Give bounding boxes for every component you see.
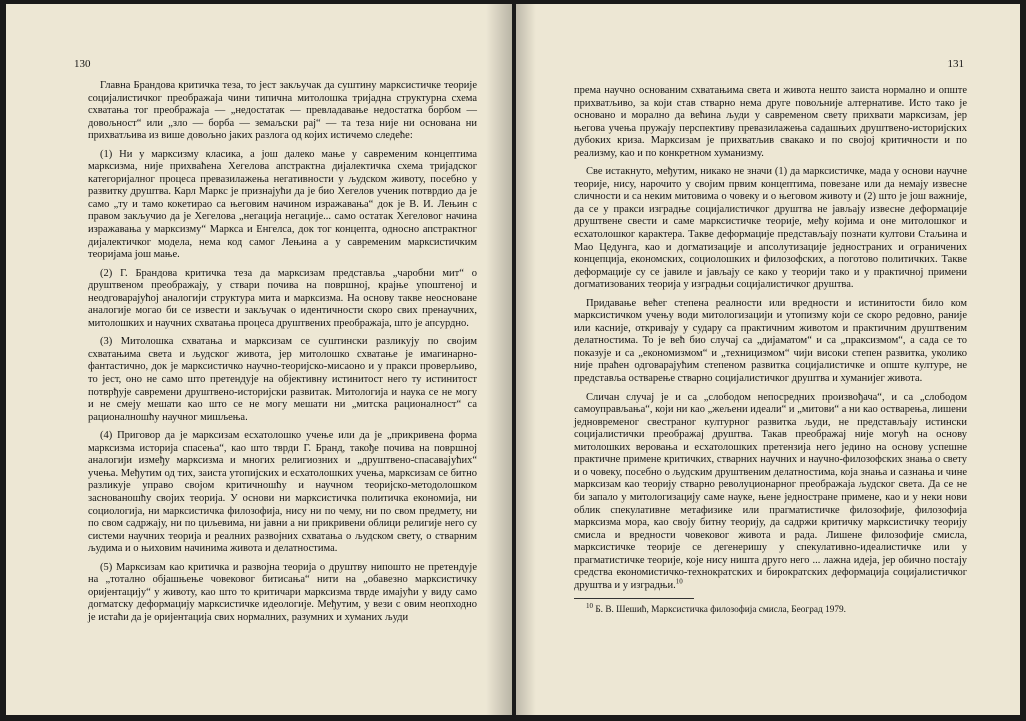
- footnote: [574, 602, 967, 616]
- paragraph: Главна Брандова критичка теза, то јест закључак да суштину марксистичке теорије социјалистичког преображаја чини типична митолошка тријадна структурна схема схватања тог преображаја — „недостатак — превладавање недостатка борбом — довољност“ или „зло — борба — земаљски рај“ — та теза није ни основана ни прихватљива из више довољно јаких разлога од којих истичемо следеће:: [88, 80, 477, 142]
- footnote-number: 10: [586, 602, 593, 611]
- paragraph: према научно основаним схватањима света и живота нешто заиста нормално и опште прихватљиво, за који став стварно нема друге повољније алтернативе. Исто тако је основано и морално да већина људи у савременом свету прихвати марксизам, јер његова учења пружају перспективу превазилажења садашњих друштвено-историјских дубоких криза. Марксизам је прихватљив свакако и по својој критичности и по реализму, као и по конкретном хуманизму.: [574, 85, 967, 159]
- paragraph: (3) Митолошка схватања и марксизам се суштински разликују по својим схватањима света и људског живота, јер митолошко схватање је имагинарно-фантастично, док је марксистичко научно-теоријско-мисаоно и у пракси проверљиво, то јест, оно не само што претендује на објективну истинитост него ту истинитост потврђује савремени друштвено-историјски развитак. Митологија и наука се не могу и не смеју мешати као што се не могу мешати ни „митска рационалност“ са рационалношћу научног мишљења.: [88, 336, 477, 423]
- paragraph: (1) Ни у марксизму класика, а још далеко мање у савременим концептима марксизма, није прихваћена Хегелова апстрактна дијалектичка схема тријадског категоријалног процеса превазилажења негативности у људском животу, посебно у развитку друштва. Карл Маркс је признајући да је био Хегелов ученик потврдио да је само „ту и тамо кокетирао са његовим начином изражавања“ док је В. И. Лењин с правом закључио да је Хегелова „негација негације... само остатак Хегеловог начина изражавања у марксизму“ Маркса и Енгелса, док тог концепта, односно апстрактног дијалектичког модела, нема код самог Лењина а у савременим марксистичким теоријама још мање.: [88, 148, 477, 261]
- paragraph-text: Сличан случај је и са „слободом непосредних произвођача“, и са „слободом самоуправљања“, који ни као „жељени идеали“ и „митови“ а ни као остварења, лишени једновременог свестраног културног развитка људи, не представљају истински социјалистички преображај друштва. Такав преображај није могућ на основу митолошких веровања и есхатолошких претензија него једино на основу успешне практичне примене критичких, стварних научних и научно-филозофских знања о свету и о човеку, посебно о људским друштвеним делатностима, која знања и сазнања и чине марксизам као теорију стварно револуционарног преображаја људског света. Да се не би запало у митологизацију саме науке, њене једностране примене, као и у неки нови облик спекулативне метафизике или прагматистичке филозофије, филозофија марксизма мора, као своју битну теорију, да садржи критичку марксистичку теорију смисла и вредности човековог живота и рада. Лишене филозофије смисла, марксистичке теорије се дегенеришу у спекулативно-идеалистичке или у прагматистичке теорије, које нису ништа друго него ... лажна идеја, јер обично постају средства економистичко-технократских и бирократских деформација социјалистичког друштва и у изградњи.: [574, 391, 967, 591]
- left-page: [6, 4, 512, 715]
- footnote-divider: [574, 598, 694, 599]
- left-body-text: [88, 80, 477, 630]
- right-page: [516, 4, 1020, 715]
- paragraph: (5) Марксизам као критичка и развојна теорија о друштву нипошто не претендује на „тотално објашњење човековог битисања“ нити на „обавезно марксистичку оријентацију“ у животу, као што то критичари марксизма тврде имајући у виду само догматску деформацију марксистичке идеологије. Међутим, у вези с овим неопходно је истаћи да је оријентација свих нормалних, разумних и хуманих људи: [88, 561, 477, 623]
- footnote-reference: 10: [675, 577, 683, 586]
- gutter-shadow-right: [516, 4, 536, 715]
- paragraph: [574, 392, 967, 593]
- page-number-right: 131: [947, 58, 964, 70]
- paragraph: Придавање већег степена реалности или вредности и истинитости било ком марксистичком учењу води митологизацији и утопизму који се скоро редовно, раније или касније, откривају у судару са практичним животом и практичним друштвеним делатностима. То је већ био случај са „дијаматом“ и са „праксизмом“, а сада се то показује и са „економизмом“ и „техницизмом“ чији високи степен развитка, уколико није праћен одговарајућим степеном развитка социјалистичке и опште културе, не представља остварење стварно социјалистичког друштва и хуманијег живота.: [574, 297, 967, 385]
- paragraph: (2) Г. Брандова критичка теза да марксизам представља „чаробни мит“ о друштвеном преображају, у ствари почива на површној, крајње упоштеној и неодговарајућој аналогији структура мита и марксизма. На основу такве неосноване аналогије могао би се извести и закључак о идентичности скоро свих пренаучних, митолошких и научних схватања процеса друштвених преображаја, што је апсурдно.: [88, 267, 477, 329]
- paragraph: (4) Приговор да је марксизам есхатолошко учење или да је „прикривена форма марксизма историја спасења“, као што тврди Г. Бранд, такође почива на површној аналогији између марксизма и многих религиозних и „друштвено-спасавајућих“ учења. Међутим од тих, заиста утопијских и есхатолошких учења, марксизам се битно разликује управо својом критичношћу и научном теоријско-методолошком заснованошћу својих теорија. У основи ни марксистичка политичка економија, ни социологија, ни марксистичка филозофија, нису ни по чему, ни по свом предмету, ни по свом садржају, ни по циљевима, ни јавни а ни прикривени облици религије него су системи научних теорија и реалних развојних схватања о људском свету, о стварним људима и о њиховим начинима живота и делатностима.: [88, 430, 477, 555]
- page-number-left: 130: [74, 58, 91, 70]
- right-body-text: [574, 85, 967, 622]
- gutter-shadow-left: [486, 4, 512, 715]
- paragraph: Све истакнуто, међутим, никако не значи (1) да марксистичке, мада у основи научне теорије, нису, нарочито у својим првим концептима, повезане или да немају извесне сличности и са неким митовима о човеку и о његовом животу и (2) што је још важније, да се у пракси изградње социјалистичког друштва не јављају извесне деформације друштвене свести и саме марксистичке теорије, међу којима и оне митолошког и есхатолошког карактера. Такве деформације представљају познати култови Стаљина и Мао Цедунга, као и догматизације и апсолутизације једностраних и ограничених концепција, економских, социолошких и филозофских, а поготово политичких. Такве деформације су се јавиле и јављају се како у теорији тако и у практичној примени догматизованих теорија у изградњи социјалистичког друштва.: [574, 166, 967, 291]
- footnote-text: Б. В. Шешић, Марксистичка филозофија смисла, Београд 1979.: [595, 605, 846, 616]
